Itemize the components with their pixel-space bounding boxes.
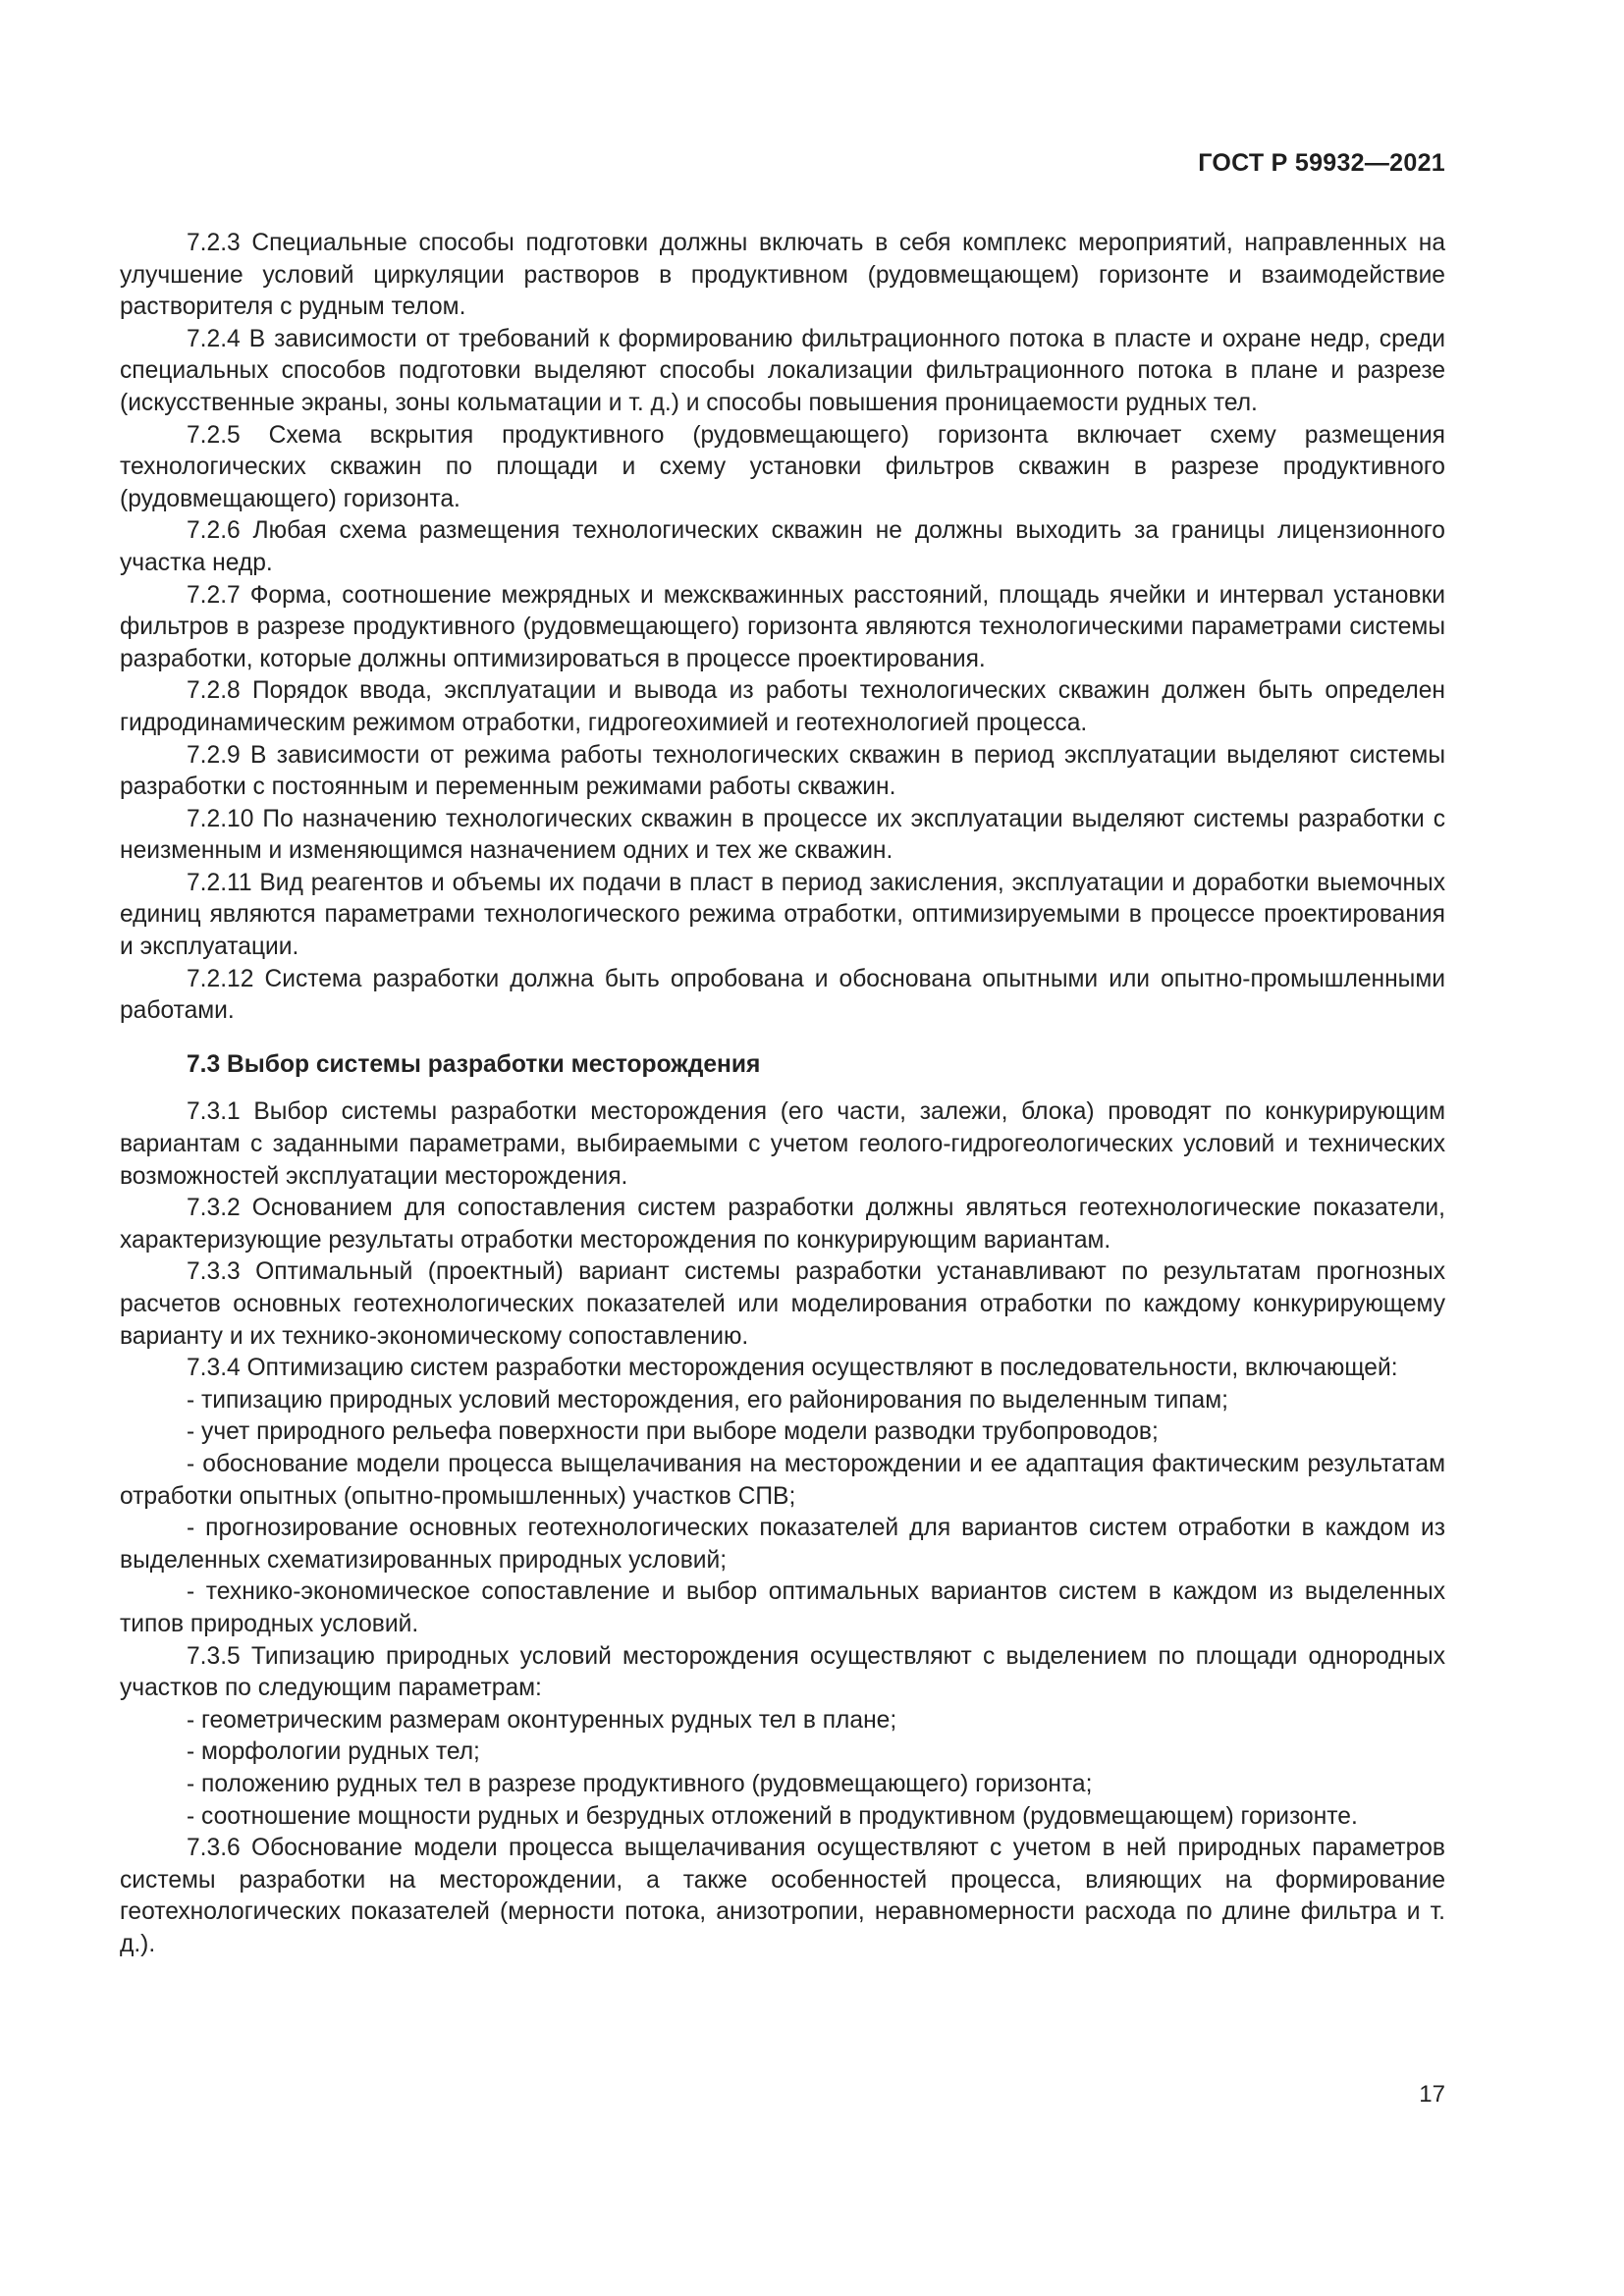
paragraph-7-2-10: 7.2.10 По назначению технологических скважин в процессе их эксплуатации выделяют системы разработки с неизменным и изменяющимся назначением одних и тех же скважин.: [120, 805, 1445, 865]
paragraph-7-2-12: 7.2.12 Система разработки должна быть опробована и обоснована опытными или опытно-промышленными работами.: [120, 965, 1445, 1025]
paragraph-7-3-6: 7.3.6 Обоснование модели процесса выщелачивания осуществляют с учетом в ней природных параметров системы разработки на месторождении, а также особенностей процесса, влияющих на формирование геотехнологических показателей (мерности потока, анизотропии, неравномерности расхода по длине фильтра и т. д.).: [120, 1835, 1445, 1957]
paragraph-7-2-7: 7.2.7 Форма, соотношение межрядных и межскважинных расстояний, площадь ячейки и интервал установки фильтров в разрезе продуктивного (рудовмещающего) горизонта являются технологическими параметрами системы разработки, которые должны оптимизироваться в процессе проектирования.: [120, 581, 1445, 672]
paragraph-7-2-9: 7.2.9 В зависимости от режима работы технологических скважин в период эксплуатации выделяют системы разработки с постоянным и переменным режимами работы скважин.: [120, 741, 1445, 801]
paragraph-7-2-5: 7.2.5 Схема вскрытия продуктивного (рудовмещающего) горизонта включает схему размещения технологических скважин по площади и схему установки фильтров скважин в разрезе продуктивного (рудовмещающего) горизонта.: [120, 421, 1445, 512]
paragraph-7-2-4: 7.2.4 В зависимости от требований к формированию фильтрационного потока в пласте и охране недр, среди специальных способов подготовки выделяют способы локализации фильтрационного потока в плане и разрезе (искусственные экраны, зоны кольматации и т. д.) и способы повышения проницаемости рудных тел.: [120, 325, 1445, 416]
page-number: 17: [1419, 2081, 1445, 2108]
list-item: - технико-экономическое сопоставление и выбор оптимальных вариантов систем в каждом из выделенных типов природных условий.: [120, 1578, 1445, 1637]
list-item: - обоснование модели процесса выщелачивания на месторождении и ее адаптация фактическим результатам отработки опытных (опытно-промышленных) участков СПВ;: [120, 1450, 1445, 1510]
list-item: - прогнозирование основных геотехнологических показателей для вариантов систем отработки в каждом из выделенных схематизированных природных условий;: [120, 1515, 1445, 1574]
paragraph-7-3-4: 7.3.4 Оптимизацию систем разработки месторождения осуществляют в последовательности, включающей:: [187, 1355, 1398, 1382]
standard-code-header: ГОСТ Р 59932—2021: [1198, 149, 1445, 177]
list-item: - геометрическим размерам оконтуренных рудных тел в плане;: [187, 1706, 897, 1734]
list-item: - соотношение мощности рудных и безрудных отложений в продуктивном (рудовмещающем) горизонте.: [187, 1802, 1358, 1830]
paragraph-7-3-1: 7.3.1 Выбор системы разработки месторождения (его части, залежи, блока) проводят по конкурирующим вариантам с заданными параметрами, выбираемыми с учетом геолого-гидрогеологических условий и технических возможностей эксплуатации месторождения.: [120, 1098, 1445, 1190]
paragraph-7-3-5: 7.3.5 Типизацию природных условий месторождения осуществляют с выделением по площади однородных участков по следующим параметрам:: [120, 1642, 1445, 1702]
paragraph-7-2-11: 7.2.11 Вид реагентов и объемы их подачи в пласт в период закисления, эксплуатации и доработки выемочных единиц являются параметрами технологического режима отработки, оптимизируемыми в процессе проектирования и эксплуатации.: [120, 869, 1445, 961]
paragraph-7-3-3: 7.3.3 Оптимальный (проектный) вариант системы разработки устанавливают по результатам прогнозных расчетов основных геотехнологических показателей или моделирования отработки по каждому конкурирующему варианту и их технико-экономическому сопоставлению.: [120, 1258, 1445, 1350]
list-item: - положению рудных тел в разрезе продуктивного (рудовмещающего) горизонта;: [187, 1770, 1093, 1797]
list-item: - типизацию природных условий месторождения, его районирования по выделенным типам;: [187, 1386, 1228, 1414]
document-body: [120, 228, 1445, 1960]
paragraph-7-2-8: 7.2.8 Порядок ввода, эксплуатации и вывода из работы технологических скважин должен быть определен гидродинамическим режимом отработки, гидрогеохимией и геотехнологией процесса.: [120, 677, 1445, 736]
list-item: - учет природного рельефа поверхности при выборе модели разводки трубопроводов;: [187, 1418, 1159, 1446]
paragraph-7-2-3: 7.2.3 Специальные способы подготовки должны включать в себя комплекс мероприятий, направленных на улучшение условий циркуляции растворов в продуктивном (рудовмещающем) горизонте и взаимодействие растворителя с рудным телом.: [120, 230, 1445, 321]
list-item: - морфологии рудных тел;: [187, 1738, 480, 1766]
paragraph-7-3-2: 7.3.2 Основанием для сопоставления систем разработки должны являться геотехнологические показатели, характеризующие результаты отработки месторождения по конкурирующим вариантам.: [120, 1195, 1445, 1254]
paragraph-7-2-6: 7.2.6 Любая схема размещения технологических скважин не должны выходить за границы лицензионного участка недр.: [120, 517, 1445, 576]
section-heading-7-3: 7.3 Выбор системы разработки месторождения: [187, 1050, 761, 1078]
